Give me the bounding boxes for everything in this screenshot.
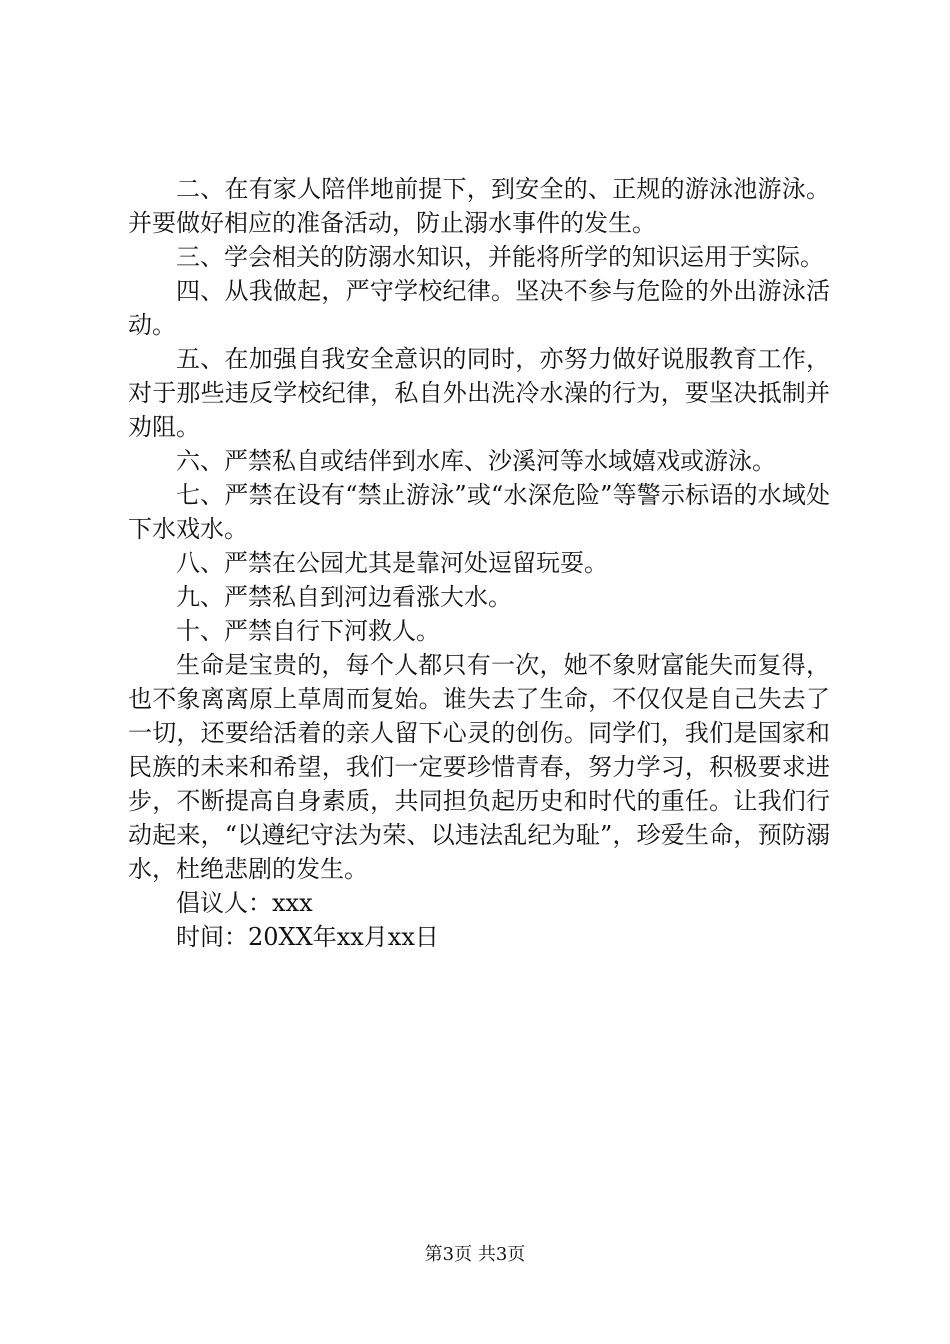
- item-seven-paragraph: 七、严禁在设有“禁止游泳”或“水深危险”等警示标语的水域处下水戏水。: [128, 481, 830, 543]
- closing-paragraph: 生命是宝贵的，每个人都只有一次，她不象财富能失而复得，也不象离离原上草周而复始。谁失去了生命，不仅仅是自己失去了一切，还要给活着的亲人留下心灵的创伤。同学们，我们是国家和民族的未来和希望，我们一定要珍惜青春，努力学习，积极要求进步，不断提高自身素质，共同担负起历史和时代的重任。让我们行动起来，“以遵纪守法为荣、以违法乱纪为耻”，珍爱生命，预防溺水，杜绝悲剧的发生。: [128, 651, 830, 883]
- page-number-footer: 第3页 共3页: [424, 1244, 526, 1265]
- item-five-paragraph: 五、在加强自我安全意识的同时，亦努力做好说服教育工作，对于那些违反学校纪律，私自外出洗冷水澡的行为，要坚决抵制并劝阻。: [128, 345, 830, 441]
- document-body: [128, 172, 830, 954]
- item-four-paragraph: 四、从我做起，严守学校纪律。坚决不参与危险的外出游泳活动。: [128, 277, 830, 339]
- item-ten-paragraph: 十、严禁自行下河救人。: [176, 617, 440, 645]
- item-three-paragraph: 三、学会相关的防溺水知识，并能将所学的知识运用于实际。: [176, 243, 824, 271]
- date-line: 时间：20XX年xx月xx日: [176, 923, 439, 951]
- item-six-paragraph: 六、严禁私自或结伴到水库、沙溪河等水域嬉戏或游泳。: [176, 447, 776, 475]
- item-nine-paragraph: 九、严禁私自到河边看涨大水。: [176, 583, 512, 611]
- item-two-paragraph: 二、在有家人陪伴地前提下，到安全的、正规的游泳池游泳。并要做好相应的准备活动，防止溺水事件的发生。: [128, 175, 830, 237]
- initiator-line: 倡议人：xxx: [176, 889, 313, 917]
- item-eight-paragraph: 八、严禁在公园尤其是靠河处逗留玩耍。: [176, 549, 608, 577]
